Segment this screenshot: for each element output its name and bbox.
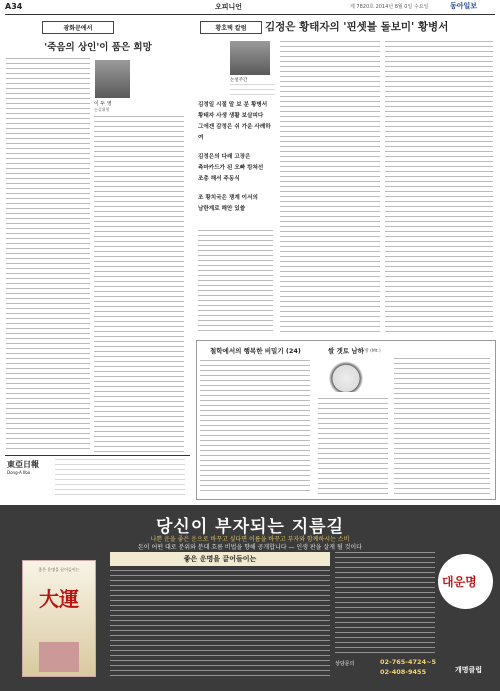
feature-body-1 [200, 360, 310, 495]
feature-body-3 [394, 358, 490, 495]
page-number: A34 [5, 2, 23, 11]
ad-body-text [110, 570, 330, 680]
author-photo [95, 60, 130, 98]
ad-brand: 개명클럽 [455, 666, 483, 674]
rice-bowl-image [320, 358, 372, 392]
feature-title: 철학에서의 행복한 비밀기 (24) [210, 347, 301, 355]
column-body-3 [385, 41, 493, 336]
footer-logo: 東亞日報 [7, 459, 39, 469]
column-label-2: 황호택 칼럼 [200, 21, 262, 34]
ad-headline: 당신이 부자되는 지름길 [155, 517, 345, 537]
phone-label: 상담문의 [335, 661, 355, 667]
book-cover: 좋은 운명을 끌어들이는 大運 [22, 560, 96, 677]
phone-number-2[interactable]: 02-408-9455 [380, 668, 427, 676]
pull-quote: 김정일 시절 말 보 분 황병서 황태자 사생 생활 보살피다 그에겐 감정은 쉬 가운 사례하여 김정은의 다래 고장은 측마카드가 된 오빠 캉쳐선 조총 해서 주동식 조 황치국은 쟁계 이서의 남한계로 해만 있쓸 [198, 102, 271, 212]
column-label: 광화문에서 [42, 21, 114, 34]
feature-body-2 [318, 398, 388, 495]
article-body-text [6, 58, 90, 453]
feature-subtitle: 쌀 겟토 남하 [328, 347, 364, 355]
ad-banner-tag: 좋은 운명을 끌어들이는 [110, 552, 330, 566]
author-role: 논설위원 [94, 107, 110, 112]
phone-number[interactable]: 02-765-4724~5 [380, 658, 437, 666]
columnist-photo [230, 41, 270, 75]
ad-subheadline-2: 돈이 어떤 대로 분위와 분대 흐름 비법을 향해 공개합니다 — 인생 판을 살게 될 것이다 [138, 544, 362, 551]
column-body-1 [198, 230, 273, 335]
article-body-text-2 [94, 116, 184, 453]
footer-info [55, 459, 185, 499]
page-header [0, 0, 500, 14]
footer-logo-sub: Dong-A Ilbo [7, 470, 31, 475]
feature-byline: 오방 (Mt.) [360, 349, 381, 354]
issue-date: 제 7820호 2014년 8월 0일 수요일 [350, 4, 429, 10]
columnist-role: 논설주간 [230, 78, 248, 83]
ad-body-text-2 [335, 552, 435, 657]
newspaper-logo: 동아일보 [450, 2, 478, 10]
ad-emblem-text: 대운명 [442, 575, 477, 589]
ad-subheadline: 나쁜 운을 좋은 운으로 바꾸고 싶다면 이름을 바꾸고 부자와 함께하시는 스비 [150, 536, 350, 543]
header-rule [5, 14, 495, 15]
footer-rule [5, 455, 190, 456]
section-title: 오피니언 [215, 3, 243, 11]
column-title: 김정은 황태자의 '핀셋블 돌보미' 황병서 [265, 21, 449, 33]
article-title: '죽음의 상인'이 품은 희망 [44, 42, 152, 53]
column-body-2 [280, 41, 380, 336]
author-name: 이 두 영 [94, 101, 112, 107]
